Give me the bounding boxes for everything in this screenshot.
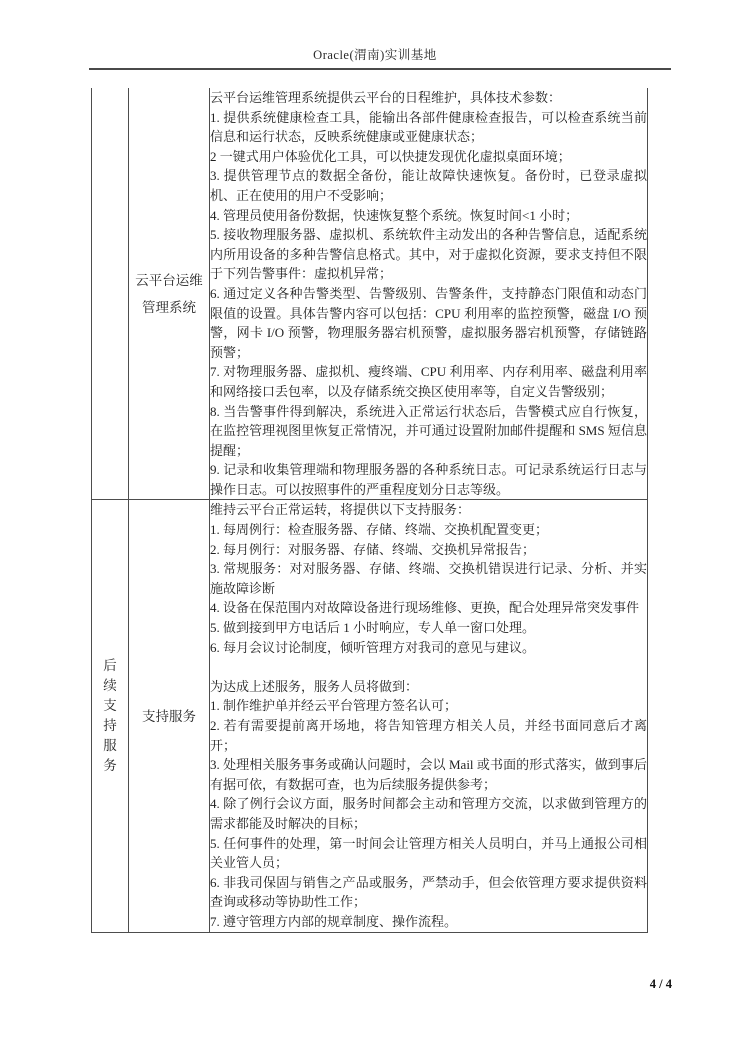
paragraph: 7. 遵守管理方内部的规章制度、操作流程。 xyxy=(210,913,458,929)
content-cell xyxy=(210,88,648,500)
paragraph: 1. 提供系统健康检查工具，能输出各部件健康检查报告，可以检查系统当前信息和运行状态，反映系统健康或亚健康状态； xyxy=(210,109,647,145)
paragraph: 5. 任何事件的处理，第一时间会让管理方相关人员明白，并马上通报公司相关业管人员； xyxy=(210,835,647,871)
item-label: 支持服务 xyxy=(142,708,196,724)
specifications-table xyxy=(91,88,648,933)
table-row xyxy=(92,500,648,932)
paragraph: 3. 常规服务：对对服务器、存储、终端、交换机错误进行记录、分析、并实施故障诊断 xyxy=(210,561,647,596)
table-row xyxy=(92,88,648,500)
paragraph: 为达成上述服务，服务人员将做到： xyxy=(210,678,419,694)
item-label: 云平台运维管理系统 xyxy=(135,272,203,315)
paragraph: 4. 管理员使用备份数据，快速恢复整个系统。恢复时间<1 小时； xyxy=(210,207,579,223)
paragraph: 1. 每周例行：检查服务器、存储、终端、交换机配置变更； xyxy=(210,522,549,538)
paragraph: 6. 通过定义各种告警类型、告警级别、告警条件，支持静态门限值和动态门限值的设置。具体告警内容可以包括：CPU 利用率的监控预警，磁盘 I/O 预警，网卡 I/O 预警，物理服务器宕机预警，虚拟服务器宕机预警，存储链路预警； xyxy=(210,285,647,360)
item-cell xyxy=(129,88,210,500)
paragraph: 3. 提供管理节点的数据全备份，能让故障快速恢复。备份时，已登录虚拟机、正在使用的用户不受影响； xyxy=(210,168,647,203)
paragraph: 9. 记录和收集管理端和物理服务器的各种系统日志。可记录系统运行日志与操作日志。可以按照事件的严重程度划分日志等级。 xyxy=(210,462,647,497)
paragraph: 6. 非我司保固与销售之产品或服务，严禁动手，但会依管理方要求提供资料查询或移动等协助性工作； xyxy=(210,874,647,910)
paragraph xyxy=(210,657,647,677)
paragraph: 2. 每月例行：对服务器、存储、终端、交换机异常报告； xyxy=(210,541,536,557)
paragraph: 云平台运维管理系统提供云平台的日程维护，具体技术参数： xyxy=(210,90,562,105)
paragraph: 4. 除了例行会议方面，服务时间都会主动和管理方交流，以求做到管理方的需求都能及时解决的目标； xyxy=(210,796,647,831)
paragraph: 4. 设备在保范围内对故障设备进行现场维修、更换，配合处理异常突发事件 xyxy=(210,600,640,616)
category-label: 后续支持服务 xyxy=(103,658,117,773)
paragraph: 6. 每月会议讨论制度，倾听管理方对我司的意见与建议。 xyxy=(210,639,536,655)
item-cell xyxy=(129,500,210,932)
paragraph: 1. 制作维护单并经云平台管理方签名认可； xyxy=(210,698,458,714)
paragraph: 5. 做到接到甲方电话后 1 小时响应，专人单一窗口处理。 xyxy=(210,620,536,636)
content-cell xyxy=(210,500,648,932)
paragraph: 2. 若有需要提前离开场地，将告知管理方相关人员，并经书面同意后才离开； xyxy=(210,718,647,753)
page-number: 4 / 4 xyxy=(649,977,672,991)
paragraph: 8. 当告警事件得到解决，系统进入正常运行状态后，告警模式应自行恢复，在监控管理视图里恢复正常情况，并可通过设置附加邮件提醒和 SMS 短信息提醒； xyxy=(210,403,647,458)
category-cell xyxy=(92,500,129,932)
paragraph: 5. 接收物理服务器、虚拟机、系统软件主动发出的各种告警信息，适配系统内所用设备的多种告警信息格式。其中，对于虚拟化资源，要求支持但不限于下列告警事件：虚拟机异常； xyxy=(210,227,647,282)
category-cell xyxy=(92,88,129,500)
document-header-title: Oracle(渭南)实训基地 xyxy=(313,48,437,62)
paragraph: 3. 处理相关服务事务或确认问题时，会以 Mail 或书面的形式落实，做到事后有据可依，有数据可查，也为后续服务提供参考； xyxy=(210,757,647,792)
paragraph: 7. 对物理服务器、虚拟机、瘦终端、CPU 利用率、内存利用率、磁盘利用率和网络接口丢包率，以及存储系统交换区使用率等，自定义告警级别； xyxy=(210,364,647,399)
paragraph: 维持云平台正常运转，将提供以下支持服务： xyxy=(210,502,471,518)
header-rule xyxy=(89,68,671,70)
paragraph: 2 一键式用户体验优化工具，可以快捷发现优化虚拟桌面环境； xyxy=(210,148,571,164)
